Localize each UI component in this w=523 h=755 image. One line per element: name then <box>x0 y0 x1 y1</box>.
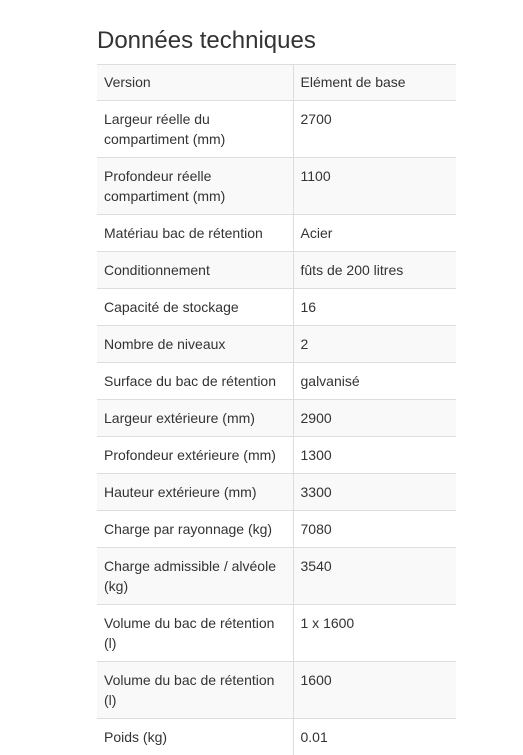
spec-table <box>97 64 456 755</box>
table-row <box>97 605 456 662</box>
spec-label: Nombre de niveaux <box>97 326 293 363</box>
spec-value: galvanisé <box>293 363 456 400</box>
spec-value: 1600 <box>293 662 456 719</box>
table-row <box>97 65 456 101</box>
spec-label: Conditionnement <box>97 252 293 289</box>
table-row <box>97 511 456 548</box>
spec-value: Acier <box>293 215 456 252</box>
spec-value: 3540 <box>293 548 456 605</box>
spec-label: Profondeur réelle compartiment (mm) <box>97 158 293 215</box>
spec-value: Elément de base <box>293 65 456 101</box>
table-row <box>97 662 456 719</box>
table-row <box>97 326 456 363</box>
spec-label: Charge par rayonnage (kg) <box>97 511 293 548</box>
spec-value: 2 <box>293 326 456 363</box>
section-heading: Données techniques <box>97 26 456 56</box>
spec-value: 1 x 1600 <box>293 605 456 662</box>
spec-label: Profondeur extérieure (mm) <box>97 437 293 474</box>
table-row <box>97 437 456 474</box>
table-row <box>97 252 456 289</box>
spec-value: 1300 <box>293 437 456 474</box>
spec-value: fûts de 200 litres <box>293 252 456 289</box>
table-row <box>97 101 456 158</box>
table-row <box>97 474 456 511</box>
spec-label: Volume du bac de rétention (l) <box>97 662 293 719</box>
spec-table-body <box>97 65 456 755</box>
spec-label: Version <box>97 65 293 101</box>
spec-value: 7080 <box>293 511 456 548</box>
spec-label: Largeur réelle du compartiment (mm) <box>97 101 293 158</box>
spec-label: Surface du bac de rétention <box>97 363 293 400</box>
technical-data-section <box>97 26 456 755</box>
spec-label: Capacité de stockage <box>97 289 293 326</box>
spec-value: 1100 <box>293 158 456 215</box>
table-row <box>97 400 456 437</box>
table-row <box>97 289 456 326</box>
table-row <box>97 548 456 605</box>
spec-value: 3300 <box>293 474 456 511</box>
spec-label: Hauteur extérieure (mm) <box>97 474 293 511</box>
table-row <box>97 363 456 400</box>
spec-label: Largeur extérieure (mm) <box>97 400 293 437</box>
spec-label: Volume du bac de rétention (l) <box>97 605 293 662</box>
table-row <box>97 158 456 215</box>
table-row <box>97 215 456 252</box>
spec-value: 2900 <box>293 400 456 437</box>
table-row <box>97 719 456 755</box>
spec-label: Charge admissible / alvéole (kg) <box>97 548 293 605</box>
spec-label: Matériau bac de rétention <box>97 215 293 252</box>
spec-value: 2700 <box>293 101 456 158</box>
spec-value: 16 <box>293 289 456 326</box>
spec-label: Poids (kg) <box>97 719 293 755</box>
spec-value: 0.01 <box>293 719 456 755</box>
